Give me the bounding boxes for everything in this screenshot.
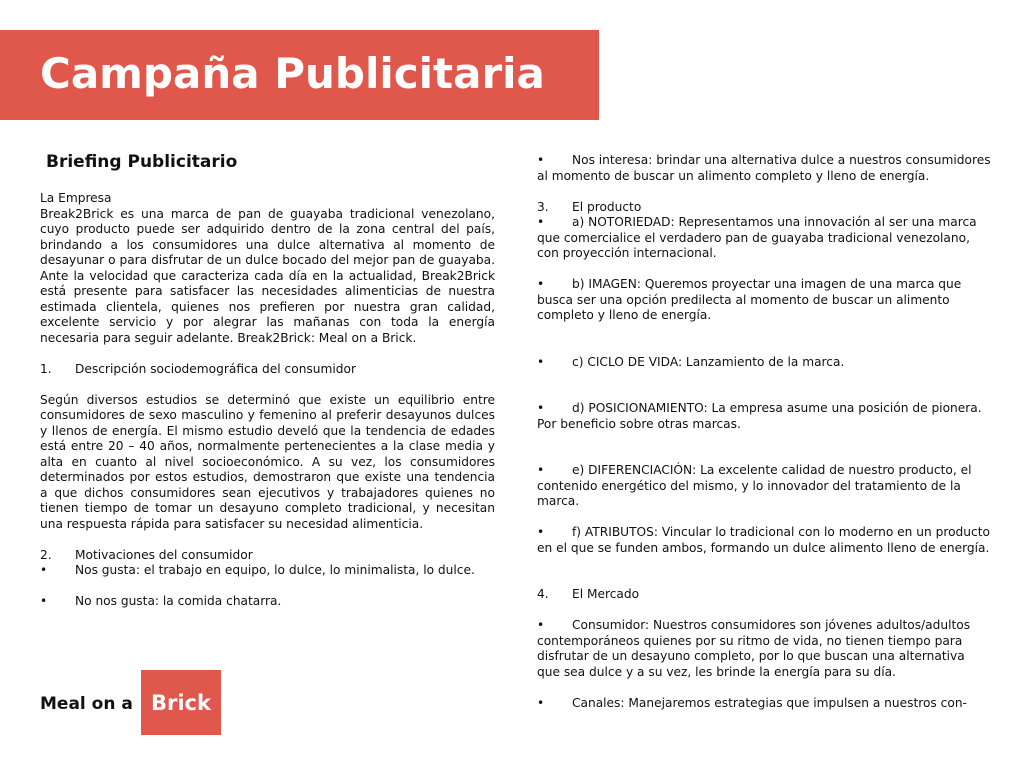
section-1-title: Descripción sociodemográfica del consumidor bbox=[75, 361, 356, 376]
section-4-heading bbox=[537, 587, 991, 603]
bullet-icon: • bbox=[537, 153, 545, 167]
list-item bbox=[537, 525, 991, 556]
bullet-icon: • bbox=[537, 695, 545, 710]
list-item bbox=[537, 153, 991, 184]
bullet-icon: • bbox=[537, 354, 545, 369]
bullet-icon: • bbox=[40, 594, 48, 608]
logo-brick-text: Brick bbox=[151, 691, 211, 715]
list-item-text: e) DIFERENCIACIÓN: La excelente calidad de nuestro producto, el contenido energético del mismo, y lo innovador del tratamiento de la marca. bbox=[537, 463, 972, 508]
list-item-text: Nos gusta: el trabajo en equipo, lo dulce, lo minimalista, lo dulce. bbox=[75, 563, 475, 577]
list-item-text: d) POSICIONAMIENTO: La empresa asume una posición de pionera. Por beneficio sobre otras marcas. bbox=[537, 401, 982, 431]
section-1-heading bbox=[40, 362, 495, 378]
list-item bbox=[537, 463, 991, 510]
logo-tagline: Meal on a bbox=[40, 694, 133, 714]
section-1-paragraph: Según diversos estudios se determinó que existe un equilibrio entre consumidores de sexo masculino y femenino al preferir desayunos dulces y llenos de energía. El mismo estudio develó que la tendencia de edades está entre 20 – 40 años, normalmente pertenecientes a la clase media y alta en cuanto al nivel socioeconómico. A su vez, los consumidores determinados por estos estudios, demostraron que existe una tendencia a que dichos consumidores sean ejecutivos y trabajadores quienes no tienen tiempo de tomar un desayuno completo tradicional, y necesitan una respuesta rápida para satisfacer su necesidad alimenticia. bbox=[40, 392, 495, 531]
left-column bbox=[40, 191, 495, 610]
bullet-icon: • bbox=[537, 463, 545, 477]
list-item bbox=[537, 618, 991, 680]
right-column bbox=[537, 153, 991, 711]
bullet-icon: • bbox=[40, 563, 48, 577]
list-item-text: Canales: Manejaremos estrategias que impulsen a nuestros con- bbox=[572, 695, 967, 710]
list-item-text: No nos gusta: la comida chatarra. bbox=[75, 594, 282, 608]
page-title: Campaña Publicitaria bbox=[40, 49, 545, 98]
empresa-paragraph: Break2Brick es una marca de pan de guayaba tradicional venezolano, cuyo producto puede ser adquirido dentro de la zona central del país, brindando a los consumidores una dulce alternativa al momento de desayunar o para disfrutar de un dulce bocado del mejor pan de guayaba. Ante la velocidad que caracteriza cada día en la actualidad, Break2Brick está presente para satisfacer las necesidades alimenticias de nuestra estimada clientela, quienes nos prefieren por nuestra gran calidad, excelente servicio y por alegrar las mañanas con toda la energía necesaria para seguir adelante. Break2Brick: Meal on a Brick. bbox=[40, 206, 495, 345]
section-2-title: Motivaciones del consumidor bbox=[75, 547, 253, 562]
list-item bbox=[40, 594, 495, 610]
section-subtitle: Briefing Publicitario bbox=[46, 152, 238, 172]
bullet-icon: • bbox=[537, 618, 545, 632]
logo-box bbox=[141, 670, 221, 735]
list-item-text: c) CICLO DE VIDA: Lanzamiento de la marca. bbox=[572, 354, 845, 369]
bullet-icon: • bbox=[537, 401, 545, 415]
section-4-number: 4. bbox=[537, 587, 549, 601]
list-item-text: Consumidor: Nuestros consumidores son jóvenes adultos/adultos contemporáneos quienes por su ritmo de vida, no tienen tiempo para disfrutar de un desayuno completo, por lo que buscan una alternativa que sea dulce y a su vez, les brinde la energía para su día. bbox=[537, 618, 971, 679]
bullet-icon: • bbox=[537, 277, 545, 291]
section-4-title: El Mercado bbox=[572, 587, 640, 601]
section-3-heading bbox=[537, 200, 991, 216]
list-item bbox=[40, 563, 495, 579]
bullet-icon: • bbox=[537, 525, 545, 539]
bullet-icon: • bbox=[537, 215, 545, 229]
empresa-heading: La Empresa bbox=[40, 191, 112, 205]
list-item bbox=[537, 401, 991, 432]
list-item-text: Nos interesa: brindar una alternativa dulce a nuestros consumidores al momento de buscar un alimento completo y lleno de energía. bbox=[537, 153, 991, 183]
section-3-number: 3. bbox=[537, 199, 549, 214]
section-1-number: 1. bbox=[40, 361, 52, 376]
list-item bbox=[537, 355, 991, 371]
section-2-number: 2. bbox=[40, 547, 52, 562]
list-item bbox=[537, 696, 991, 712]
section-3-title: El producto bbox=[572, 199, 642, 214]
list-item-text: a) NOTORIEDAD: Representamos una innovación al ser una marca que comercialice el verdadero pan de guayaba tradicional venezolano, con proyección internacional. bbox=[537, 215, 977, 260]
list-item bbox=[537, 215, 991, 262]
list-item-text: f) ATRIBUTOS: Vincular lo tradicional con lo moderno en un producto en el que se funden ambos, formando un dulce alimento lleno de energía. bbox=[537, 525, 990, 555]
list-item-text: b) IMAGEN: Queremos proyectar una imagen de una marca que busca ser una opción predilecta al momento de buscar un alimento completo y lleno de energía. bbox=[537, 277, 962, 322]
list-item bbox=[537, 277, 991, 324]
section-2-heading bbox=[40, 548, 495, 564]
title-banner bbox=[0, 30, 599, 120]
